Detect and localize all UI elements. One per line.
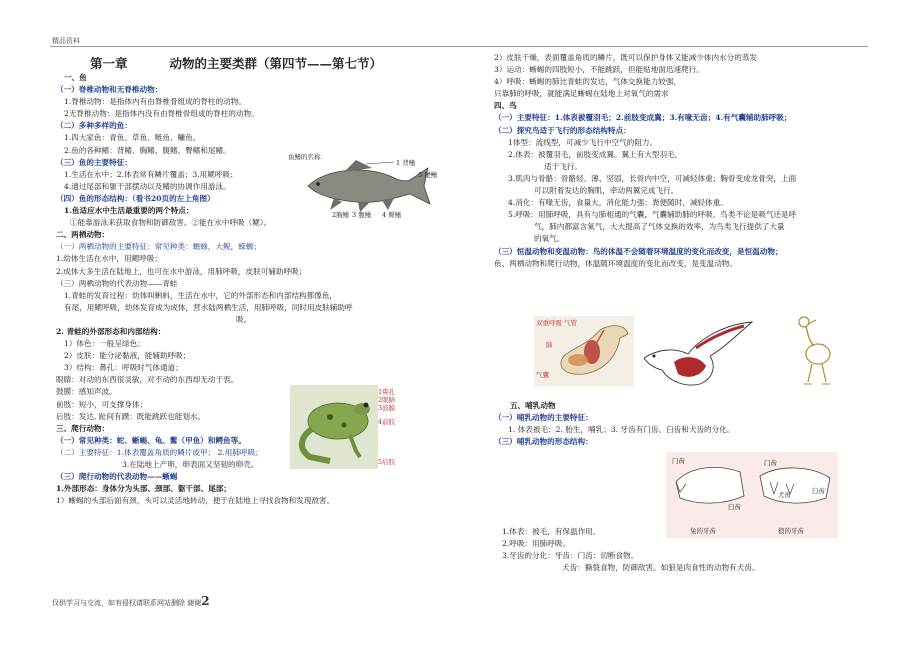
- text-line: 2）皮肤：能分泌黏液，能辅助呼吸；: [64, 351, 191, 361]
- bird-label: 气管: [564, 319, 577, 327]
- text-line: 有尾，用鳃呼吸，幼体发育成为成体，营水陆两栖生活，用肺呼吸，同时用皮肤辅助呼: [64, 302, 353, 312]
- section-heading: 二、两栖动物：: [56, 230, 110, 240]
- text-line: 3）结构：鼻孔：呼吸时气体通道；: [64, 363, 183, 373]
- subheading: （四）鱼的形态结构：（看书20页的左上角图）: [56, 193, 215, 203]
- text-line: 前肢：短小，可支撑身体；: [56, 399, 148, 409]
- text-line: 2无脊椎动物：是指体内没有由脊椎骨组成的脊柱的动物。: [64, 109, 259, 119]
- subheading: （一）脊椎动物和无脊椎动物：: [56, 85, 163, 95]
- section-heading: 四、鸟: [494, 101, 517, 111]
- teeth-label: 门齿: [672, 457, 685, 465]
- text-line: 气，肺内都富含氧气，大大提高了气体交换的效率，为鸟类飞行提供了大量: [534, 222, 785, 232]
- bird-respiration-figure: [534, 316, 634, 386]
- frog-label: 1鼻孔: [378, 388, 396, 396]
- teeth-label: 臼齿: [812, 487, 825, 495]
- frog-illustration: [290, 385, 378, 469]
- teeth-label: 臼齿: [728, 503, 741, 511]
- page-footer: 仅供学习与交流，如有侵权请联系网站删除 谢谢2: [52, 594, 210, 608]
- subheading: （一）两栖动物的主要特征：常见种类：蟾蜍，大鲵，蝾螈；: [56, 242, 262, 252]
- text-line: 3.肌肉与骨骼：骨骼轻、薄、坚固，长骨内中空，可减轻体重；胸骨变成龙骨突，上面: [508, 173, 797, 183]
- teeth-label: 犬齿: [778, 491, 791, 499]
- text-line: 的氧气。: [534, 234, 565, 244]
- text-line: 3.在陆地上产卵，卵表面又坚韧的卵壳。: [122, 460, 259, 469]
- text-line: 3.牙齿的分化：牙齿：门齿：切断食物。: [502, 551, 639, 561]
- text-line: ①能靠游泳来获取食物和防御敌害。②能在水中呼吸（鳃）。: [70, 218, 272, 228]
- subheading: （二）探究鸟适于飞行的形态结构特点：: [494, 125, 631, 135]
- fish-label: 5 尾鳍: [418, 171, 438, 179]
- fish-label: 2胸鳍: [332, 211, 350, 219]
- frog-label: 3鼓膜: [378, 404, 396, 412]
- bird-label: 双重呼吸: [536, 319, 562, 327]
- text-line: 1.幼体生活在水中，用鳃呼吸；: [56, 254, 162, 264]
- text-line: 4.通过尾部和躯干部摆动以及鳍的协调作用游泳。: [64, 181, 231, 191]
- fish-label: 1 背鳍: [396, 159, 416, 167]
- right-column: [494, 52, 874, 270]
- subheading: 2. 青蛙的外部形态和内部结构：: [56, 326, 166, 336]
- text-line: （二）主要特征：1.体表覆盖角质的鳞片或甲； 2.用肺呼吸；: [56, 447, 263, 457]
- mammal-section: [494, 400, 874, 448]
- text-line: 3）运动：蜥蜴的四肢短小，不能跳跃，但能贴地面迅速爬行。: [494, 65, 704, 75]
- bird-skeleton-figure: [790, 312, 840, 392]
- text-line: （三）恒温动物和变温动物：鸟的体温不会随着环境温度的变化而改变，是恒温动物；: [494, 246, 783, 256]
- text-line: 眼睛：对动的东西很灵敏，对不动的东西却无动于衷。: [56, 375, 239, 385]
- text-line: 1体型：流线型，可减少飞行中空气的阻力。: [508, 137, 658, 147]
- fish-figure: [286, 150, 446, 219]
- text-line: 1.青蛙的发育过程：幼体叫蝌蚪，生活在水中，它的外部形态和内部结构都像鱼，: [64, 290, 338, 300]
- bird-label: 肺: [546, 341, 553, 349]
- text-line: 鱼、两栖动物和爬行动物，体温随环境温度的变化而改变，是变温动物。: [494, 258, 737, 268]
- frog-figure: [290, 385, 414, 469]
- text-line: 2.鱼的各种鳍：背鳍、胸鳍、腹鳍、臀鳍和尾鳍。: [64, 145, 231, 155]
- text-line: 2.体表：被覆羽毛，前肢变成翼。翼上有大型羽毛，: [508, 149, 683, 159]
- section-heading: 三、爬行动物：: [56, 423, 110, 433]
- text-line: 4.消化：有喙无齿，食量大，消化能力强；粪便随时，减轻体重。: [508, 198, 728, 208]
- header-rule: [50, 46, 868, 47]
- text-line: 可以附着发达的胸肌，牵动两翼完成飞行。: [534, 186, 679, 196]
- bird-anatomy-figure: [640, 318, 756, 390]
- bird-skeleton-illustration: [790, 312, 840, 392]
- text-line: 犬齿：撕裂食物，防御敌害。如狼是肉食性的动物有犬齿。: [562, 563, 760, 573]
- text-line: 鼓膜：感知声波。: [56, 387, 117, 397]
- text-line: 1.鱼适应水中生活最重要的两个特点：: [64, 206, 194, 216]
- text-line: 后肢：发达, 趾间有蹼：既能跳跃也能划水。: [56, 411, 206, 421]
- subheading: （一）常见种类：蛇、蜥蜴、龟、鳖（甲鱼）和鳄鱼等。: [56, 435, 246, 445]
- bird-anatomy-illustration: [640, 318, 756, 390]
- text-line: 1.体表：被毛，有保温作用。: [502, 527, 601, 536]
- text-line: 2.呼吸：用肺呼吸。: [502, 539, 570, 549]
- fish-label: 3 腹鳍: [352, 211, 372, 219]
- text-line: 只靠肺的呼吸，就能满足蜥蜴在陆地上对氧气的需求: [494, 89, 669, 99]
- section-heading: 一、鱼: [64, 73, 87, 82]
- subheading: （二）多种多样的鱼：: [56, 121, 132, 131]
- text-line: 1）蜥蜴的头部后面有颈，头可以灵活地转动，便于在陆地上寻找食物和发现敌害。: [56, 496, 335, 506]
- text-line: 5.呼吸：用肺呼吸，具有与肺相通的气囊，气囊辅助肺的呼吸。鸟类不论是吸气还是呼: [508, 210, 797, 220]
- subheading: （三）鱼的主要特征：: [56, 157, 132, 167]
- text-line: 适于飞行。: [544, 161, 582, 171]
- fish-label: 4 臀鳍: [382, 211, 402, 219]
- text-line: 1.生活在水中；2.体表常有鳞片覆盖；3.用鳃呼吸；: [64, 169, 238, 179]
- subheading: （三）爬行动物的代表动物——蜥蜴: [56, 472, 178, 482]
- text-line: 2.成体大多生活在陆地上，也可在水中游泳，用肺呼吸，皮肤可辅助呼吸；: [56, 266, 307, 276]
- text-line: 2）皮肤干燥，表面覆盖角质的鳞片，既可以保护身体又能减少体内水分的蒸发: [494, 53, 758, 62]
- fish-caption: 鱼鳍的名称：: [288, 153, 327, 161]
- frog-label: 4前肢: [378, 418, 396, 426]
- subheading: （一）哺乳动物的主要特征：: [494, 413, 593, 423]
- subheading: （三）哺乳动物的形态结构：: [494, 437, 593, 447]
- chapter-title: 第一章 动物的主要类群（第四节——第七节）: [90, 56, 383, 71]
- teeth-caption: 兔的牙齿: [690, 527, 716, 535]
- text-line: 1）体色：一般呈绿色；: [64, 339, 145, 349]
- text-line: 1. 体表被毛；2. 胎生，哺乳；3. 牙齿有门齿、臼齿和犬齿的分化。: [508, 425, 735, 435]
- teeth-caption: 狼的牙齿: [778, 527, 804, 535]
- text-line: 1.脊椎动物：是指体内有由脊椎骨组成的脊柱的动物。: [64, 97, 246, 107]
- frog-label: 5后肢: [378, 458, 396, 466]
- page-header: 精品资料: [52, 37, 80, 45]
- frog-label: 2眼睛: [378, 396, 396, 404]
- section-heading: 五、哺乳动物: [510, 401, 556, 410]
- bird-label: 气囊: [536, 371, 549, 379]
- text-line: （一）主要特征：1.体表被覆羽毛；2.前肢变成翼；3.有喙无齿；4.有气囊辅助肺呼吸；: [494, 113, 792, 123]
- mammal-structure-text: [502, 526, 882, 574]
- text-line: 吸。: [236, 314, 252, 324]
- text-line: 4）呼吸：蜥蜴的肺比青蛙的发达，气体交换能力较强，: [494, 77, 682, 87]
- text-line: （三）两栖动物的代表动物——青蛙: [56, 278, 178, 288]
- teeth-label: 门齿: [764, 459, 777, 467]
- text-line: 1.外部形态：身体分为头部、颈部、躯干部、尾部；: [56, 484, 231, 494]
- text-line: 1.四大家鱼：青鱼、草鱼、鲢鱼、鳙鱼。: [64, 133, 201, 143]
